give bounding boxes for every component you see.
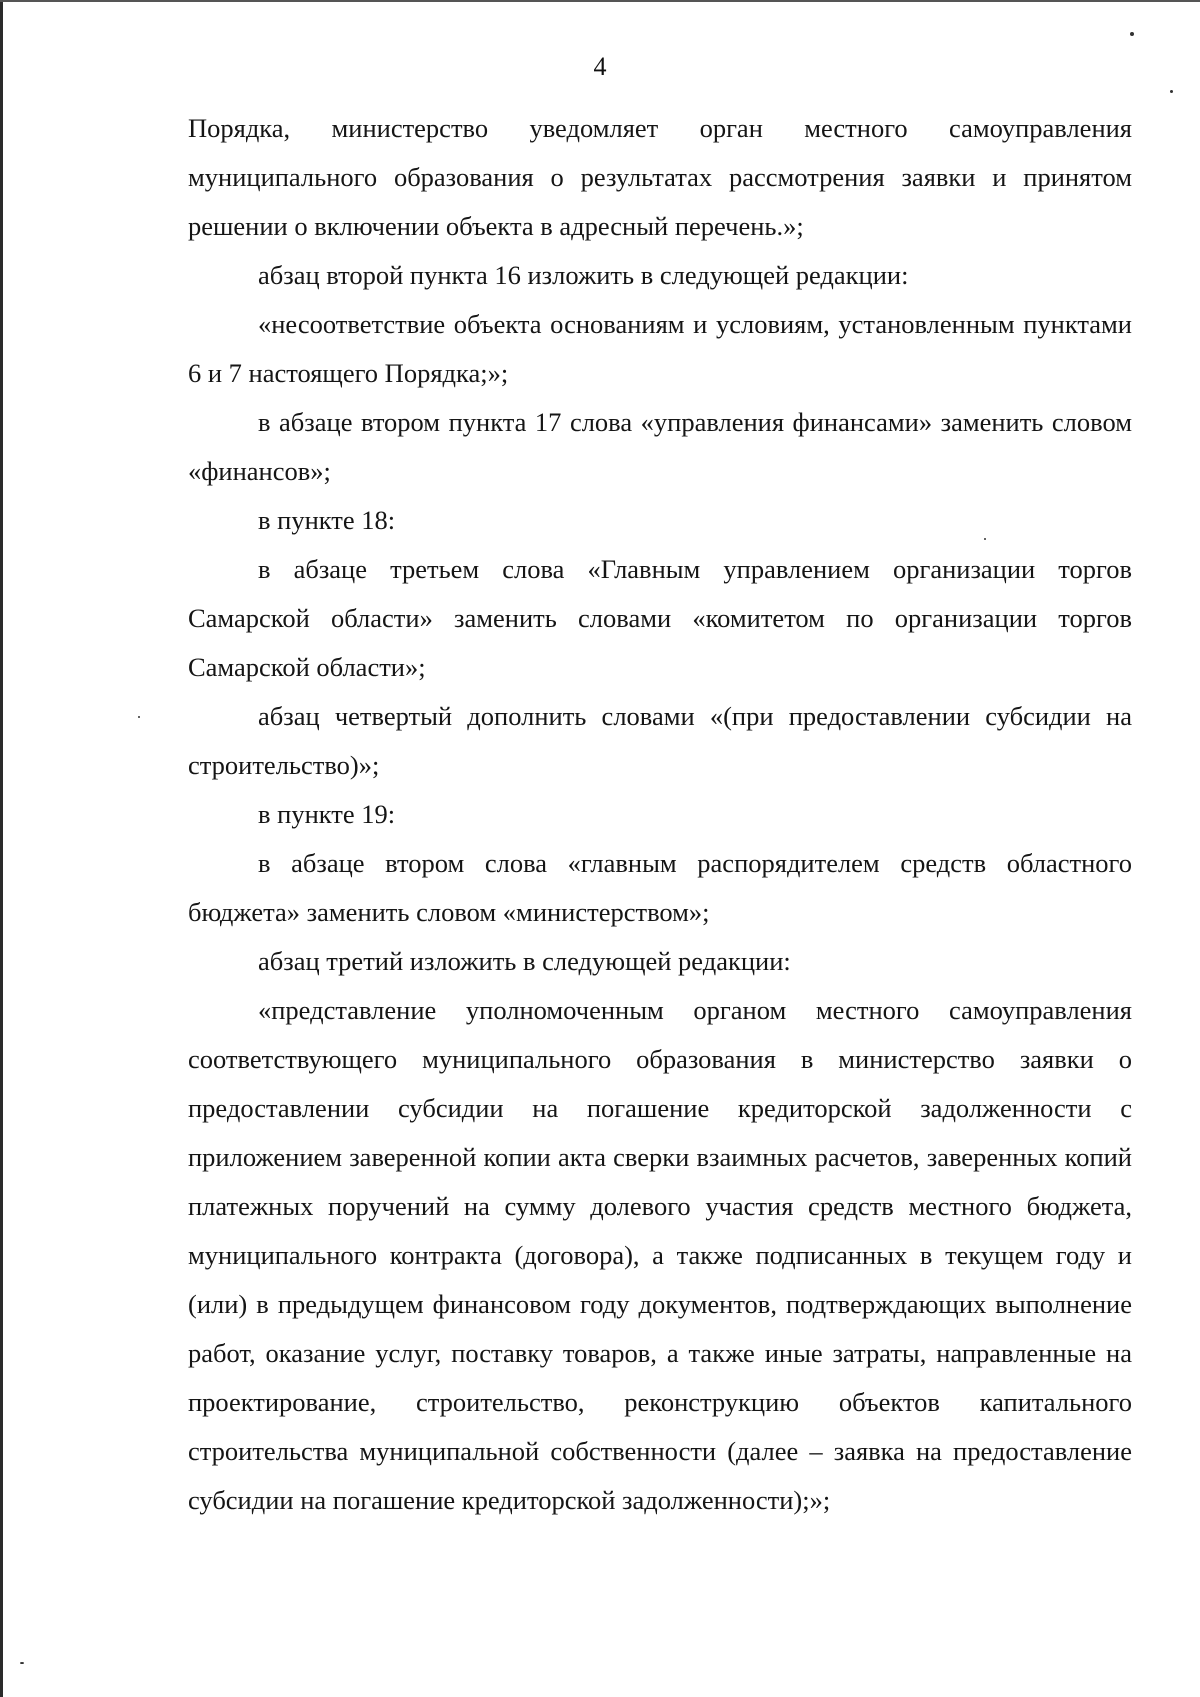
document-body xyxy=(188,104,1132,1525)
scan-speck xyxy=(1170,90,1173,93)
scan-speck xyxy=(20,1662,24,1664)
scan-top-edge xyxy=(0,0,1200,2)
paragraph: абзац четвертый дополнить словами «(при предоставлении субсидии на строительство)»; xyxy=(188,701,1132,780)
scan-speck xyxy=(1130,32,1134,36)
paragraph: «несоответствие объекта основаниям и условиям, установленным пунктами 6 и 7 настоящего Порядка;»; xyxy=(188,309,1132,388)
paragraph: в пункте 19: xyxy=(258,799,396,829)
paragraph: абзац второй пункта 16 изложить в следующей редакции: xyxy=(258,260,909,290)
paragraph: в пункте 18: xyxy=(258,505,396,535)
paragraph: Порядка, министерство уведомляет орган местного самоуправления муниципального образования о результатах рассмотрения заявки и принятом решении о включении объекта в адресный перечень.»; xyxy=(188,113,1132,241)
paragraph: «представление уполномоченным органом местного самоуправления соответствующего муниципального образования в министерство заявки о предоставлении субсидии на погашение кредиторской задолженности с приложением заверенной копии акта сверки взаимных расчетов, заверенных копий платежных поручений на сумму долевого участия средств местного бюджета, муниципального контракта (договора), а также подписанных в текущем году и (или) в предыдущем финансовом году документов, подтверждающих выполнение работ, оказание услуг, поставку товаров, а также иные затраты, направленные на проектирование, строительство, реконструкцию объектов капитального строительства муниципальной собственности (далее – заявка на предоставление субсидии на погашение кредиторской задолженности);»; xyxy=(188,995,1132,1515)
paragraph: в абзаце втором слова «главным распорядителем средств областного бюджета» заменить словом «министерством»; xyxy=(188,848,1132,927)
paragraph: в абзаце втором пункта 17 слова «управления финансами» заменить словом «финансов»; xyxy=(188,407,1132,486)
scan-left-edge xyxy=(0,0,3,1697)
scan-speck xyxy=(138,716,140,718)
paragraph: абзац третий изложить в следующей редакции: xyxy=(258,946,791,976)
page-number: 4 xyxy=(593,52,607,81)
paragraph: в абзаце третьем слова «Главным управлением организации торгов Самарской области» заменить словами «комитетом по организации торгов Самарской области»; xyxy=(188,554,1132,682)
